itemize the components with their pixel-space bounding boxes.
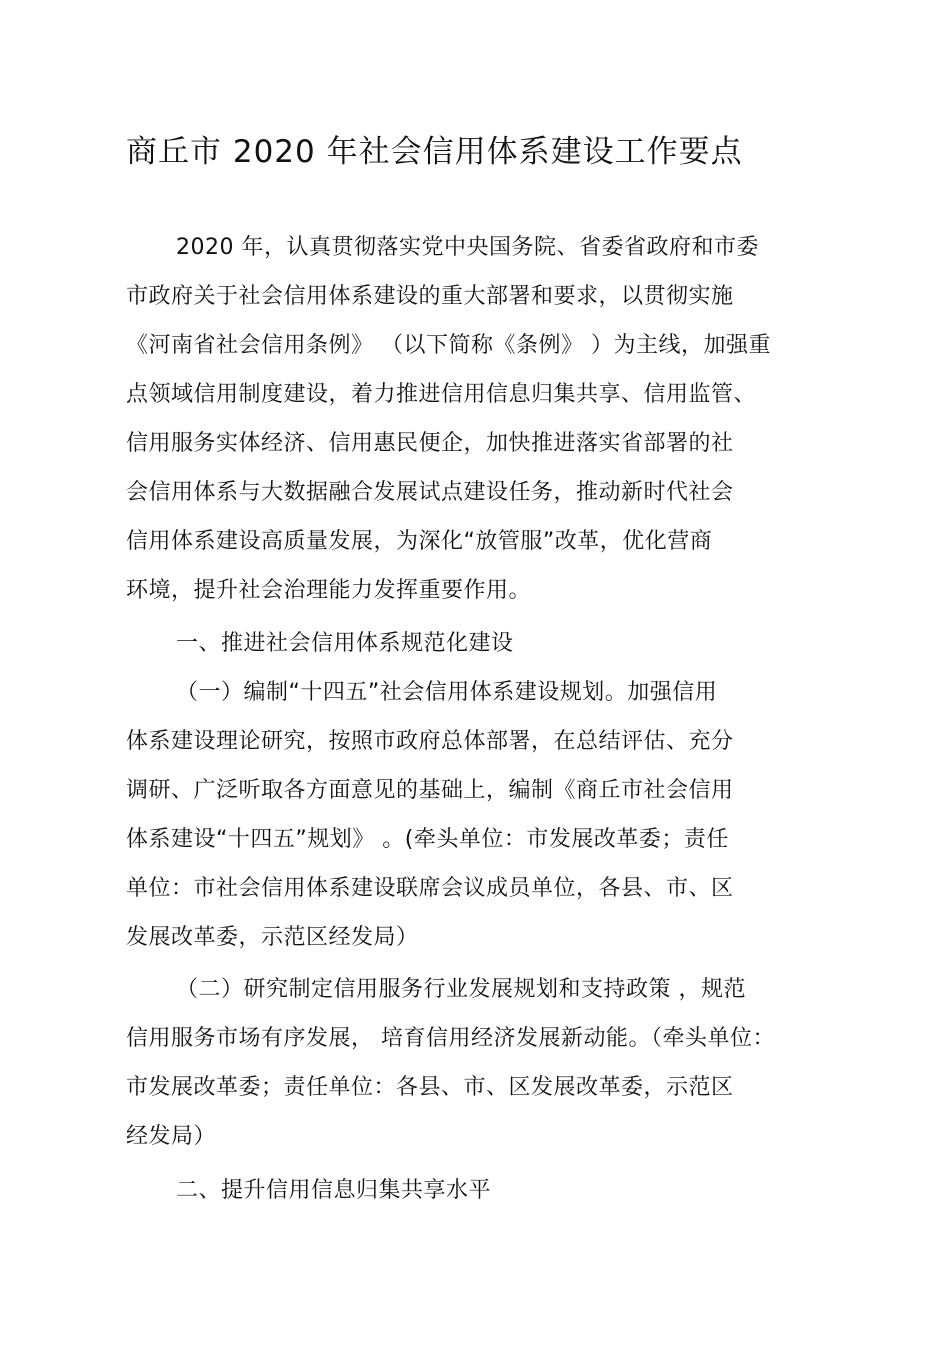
section-heading: 一、推进社会信用体系规范化建设 [176, 631, 514, 656]
paragraph-line: 市发展改革委；责任单位：各县、市、区发展改革委，示范区 [126, 1075, 734, 1100]
paragraph-line: 单位：市社会信用体系建设联席会议成员单位，各县、市、区 [126, 876, 734, 901]
paragraph-line: 《河南省社会信用条例》 （以下简称《条例》 ）为主线，加强重 [126, 333, 771, 358]
paragraph-line: 发展改革委，示范区经发局） [126, 925, 419, 950]
paragraph-line: （二）研究制定信用服务行业发展规划和支持政策 ，规范 [176, 977, 746, 1002]
paragraph-line: 环境，提升社会治理能力发挥重要作用。 [126, 578, 532, 603]
paragraph-line: 点领域信用制度建设，着力推进信用信息归集共享、信用监管、 [126, 382, 757, 407]
paragraph-line: （一）编制“十四五”社会信用体系建设规划。加强信用 [176, 680, 718, 705]
paragraph-line: 信用体系建设高质量发展，为深化“放管服”改革，优化营商 [126, 529, 713, 554]
document-title: 商丘市 2020 年社会信用体系建设工作要点 [126, 134, 743, 170]
paragraph-line: 调研、广泛听取各方面意见的基础上，编制《商丘市社会信用 [126, 778, 734, 803]
paragraph-line: 经发局） [126, 1124, 217, 1149]
section-heading: 二、提升信用信息归集共享水平 [176, 1178, 492, 1203]
paragraph-line: 信用服务市场有序发展， 培育信用经济发展新动能。（牵头单位： [126, 1026, 775, 1051]
paragraph-line: 会信用体系与大数据融合发展试点建设任务，推动新时代社会 [126, 480, 734, 505]
paragraph-line: 信用服务实体经济、信用惠民便企，加快推进落实省部署的社 [126, 431, 734, 456]
paragraph-line: 市政府关于社会信用体系建设的重大部署和要求，以贯彻实施 [126, 284, 734, 309]
paragraph-line: 体系建设“十四五”规划》 。(牵头单位：市发展改革委；责任 [126, 827, 729, 852]
paragraph-line: 2020 年，认真贯彻落实党中央国务院、省委省政府和市委 [176, 235, 759, 260]
paragraph-line: 体系建设理论研究，按照市政府总体部署，在总结评估、充分 [126, 729, 734, 754]
